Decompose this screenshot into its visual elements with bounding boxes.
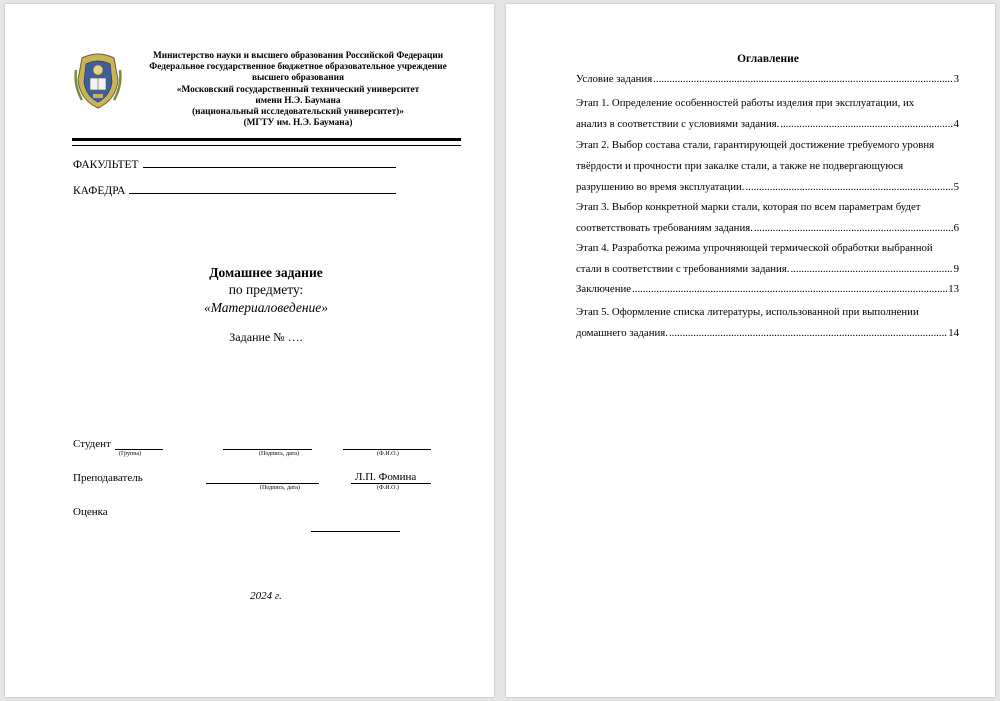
- toc-page-number: 9: [953, 263, 959, 275]
- toc-leader: [745, 177, 952, 198]
- faculty-label: ФАКУЛЬТЕТ: [73, 159, 139, 171]
- group-line[interactable]: [115, 449, 163, 450]
- student-label: Студент: [73, 438, 111, 450]
- toc-entry[interactable]: [576, 69, 959, 90]
- toc-page-number: 4: [953, 118, 959, 130]
- header-line: высшего образования: [252, 73, 344, 84]
- toc-page-number: 3: [953, 73, 959, 85]
- header-line: Федеральное государственное бюджетное образовательное учреждение: [149, 62, 447, 73]
- toc-entry-text: разрушению во время эксплуатации.: [576, 181, 745, 193]
- student-signature-line[interactable]: [223, 449, 312, 450]
- toc-page-number: 13: [948, 283, 959, 295]
- header-line: Министерство науки и высшего образования Российской Федерации: [152, 51, 444, 61]
- toc-entry[interactable]: [576, 197, 959, 239]
- toc-entry-text: анализ в соответствии с условиями задания.: [576, 118, 780, 130]
- department-label: КАФЕДРА: [73, 185, 126, 197]
- header-line: (МГТУ им. Н.Э. Баумана): [243, 118, 353, 129]
- teacher-label: Преподаватель: [73, 472, 143, 484]
- group-caption: (Группа): [119, 451, 142, 457]
- toc-entry-text: Заключение: [576, 283, 632, 295]
- toc-entry-text: домашнего задания.: [576, 327, 668, 339]
- toc-title: Оглавление: [737, 53, 799, 65]
- header-divider-thick: [72, 138, 461, 141]
- toc-entry-text: Этап 1. Определение особенностей работы изделия при эксплуатации, их: [576, 97, 915, 109]
- header-line: имени Н.Э. Баумана: [255, 95, 341, 106]
- toc-entry-text: твёрдости и прочности при закалке стали, а также не подвергающуюся: [576, 160, 904, 172]
- toc-entry-text: Этап 2. Выбор состава стали, гарантирующей достижение требуемого уровня: [576, 139, 935, 151]
- fio-caption: (Ф.И.О.): [377, 451, 399, 457]
- header-line: «Московский государственный технический университет: [176, 84, 420, 95]
- toc-entry-text: стали в соответствии с требованиями задания.: [576, 263, 790, 275]
- faculty-row: [73, 157, 396, 171]
- toc-leader: [669, 323, 947, 344]
- teacher-signature-line[interactable]: [206, 483, 319, 484]
- toc-page: [506, 4, 995, 697]
- toc-entry-text: Этап 4. Разработка режима упрочняющей термической обработки выбранной: [576, 242, 933, 254]
- subject-text: «Материаловедение»: [203, 300, 329, 315]
- department-field[interactable]: [129, 183, 396, 194]
- toc-entry[interactable]: [576, 279, 959, 300]
- sign-date-caption: (Подпись, дата): [260, 485, 300, 491]
- toc-entry-text: соответствовать требованиям задания.: [576, 222, 753, 234]
- toc-leader: [653, 69, 952, 90]
- task-number: Задание № ….: [229, 330, 303, 344]
- year: 2024 г.: [250, 590, 282, 602]
- title-page: [5, 4, 494, 697]
- toc-entry[interactable]: [576, 302, 959, 344]
- toc-page-number: 5: [953, 181, 959, 193]
- toc-leader: [632, 279, 947, 300]
- subject-name: [65, 300, 467, 316]
- grade-line[interactable]: [311, 531, 400, 532]
- toc-entry[interactable]: [576, 238, 959, 280]
- university-emblem-icon: [72, 50, 124, 110]
- header-line: (национальный исследовательский университет)»: [192, 107, 404, 118]
- toc-entry[interactable]: [576, 93, 959, 135]
- toc-page-number: 14: [948, 327, 959, 339]
- fio-caption: (Ф.И.О.): [377, 485, 399, 491]
- university-header: [127, 51, 469, 129]
- toc-entry-text: Этап 5. Оформление списка литературы, использованной при выполнении: [576, 306, 919, 318]
- student-name-line[interactable]: [343, 449, 431, 450]
- toc-leader: [754, 218, 953, 239]
- grade-label: Оценка: [73, 506, 108, 518]
- teacher-name-line: [351, 483, 431, 484]
- toc-entry-text: Этап 3. Выбор конкретной марки стали, которая по всем параметрам будет: [576, 201, 921, 213]
- header-divider-thin: [72, 145, 461, 146]
- toc-page-number: 6: [953, 222, 959, 234]
- department-row: [73, 183, 396, 197]
- teacher-name: Л.П. Фомина: [355, 471, 417, 483]
- toc-entry[interactable]: [576, 135, 959, 198]
- toc-leader: [780, 114, 952, 135]
- work-title: Домашнее задание: [209, 265, 323, 280]
- sign-date-caption: (Подпись, дата): [259, 451, 299, 457]
- toc-leader: [790, 259, 952, 280]
- faculty-field[interactable]: [143, 157, 396, 168]
- work-subtitle: по предмету:: [228, 282, 304, 297]
- toc-entry-text: Условие задания: [576, 73, 653, 85]
